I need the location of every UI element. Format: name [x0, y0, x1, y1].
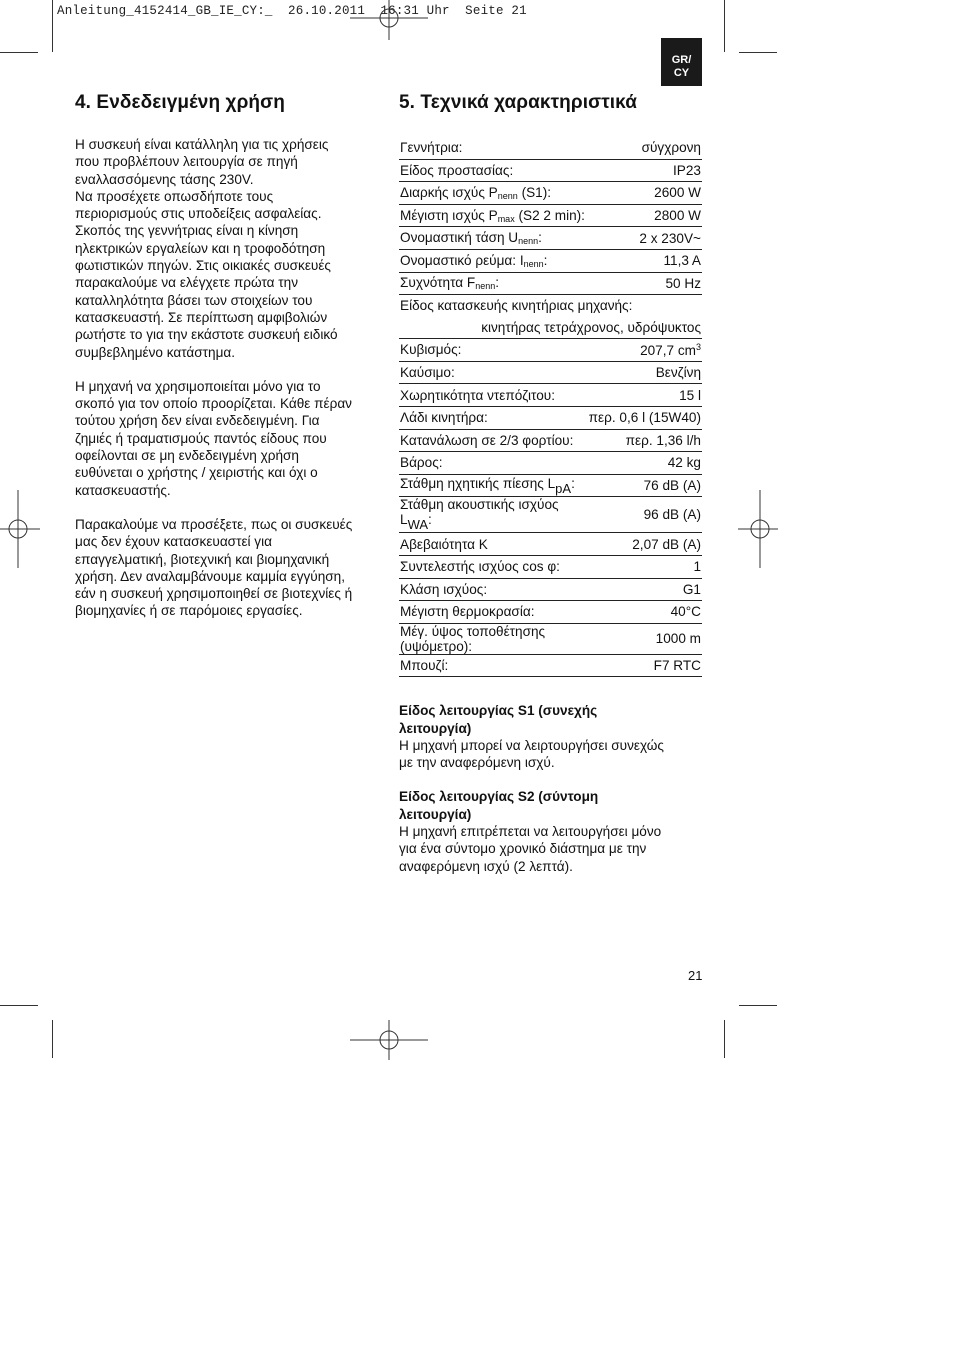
crop-mark: [52, 1020, 53, 1058]
spec-value: 2,07 dB (A): [588, 533, 702, 556]
spec-label-text: Ονομαστικό ρεύμα: I: [400, 252, 524, 268]
crop-mark: [724, 1020, 725, 1058]
spec-row: [399, 555, 702, 578]
spec-subscript: WA: [407, 517, 429, 533]
spec-row: [399, 406, 702, 429]
mode-s1-title: Είδος λειτουργίας S1 (συνεχής λειτουργία): [399, 703, 598, 736]
spec-row: [399, 578, 702, 601]
spec-value: 2 x 230V~: [588, 227, 702, 250]
crop-mark: [0, 52, 38, 53]
spec-label: [399, 182, 588, 205]
registration-mark-left: [0, 490, 40, 568]
spec-label: [399, 249, 588, 272]
spec-row: [399, 601, 702, 624]
language-tab-line1: GR/: [671, 54, 692, 66]
spec-row: [399, 227, 702, 250]
spec-row: [399, 316, 702, 339]
registration-mark-bottom: [350, 1020, 428, 1060]
spec-row: [399, 384, 702, 407]
spec-row: [399, 295, 702, 317]
crop-mark: [52, 0, 53, 52]
spec-label: Χωρητικότητα ντεπόζιτου:: [399, 384, 588, 407]
spec-subscript: pA: [555, 480, 572, 496]
spec-subscript: nenn: [475, 281, 496, 292]
spec-value: περ. 0,6 l (15W40): [588, 406, 702, 429]
spec-label: Μέγιστη θερμοκρασία:: [399, 601, 588, 624]
spec-row: [399, 204, 702, 227]
spec-value: [588, 339, 702, 362]
spec-label: Καύσιμο:: [399, 361, 588, 384]
spec-label-text: (S1):: [517, 184, 552, 200]
spec-label-text: Στάθμη ηχητικής πίεσης L: [400, 475, 556, 491]
spec-label: [399, 497, 588, 533]
spec-subscript: max: [497, 213, 515, 224]
spec-subscript: nenn: [523, 258, 544, 269]
spec-label: Βάρος:: [399, 452, 588, 475]
section-title-intended-use: 4. Ενδεδειγμένη χρήση: [75, 92, 285, 113]
intended-use-section: [75, 92, 380, 620]
crop-mark: [724, 0, 725, 52]
spec-row: [399, 182, 702, 205]
spec-value: 50 Hz: [588, 272, 702, 295]
spec-value: IP23: [588, 159, 702, 182]
spec-row: [399, 533, 702, 556]
spec-value: 76 dB (A): [588, 474, 702, 497]
spec-value: F7 RTC: [588, 654, 702, 677]
intended-use-paragraph-1: Η συσκευή είναι κατάλληλη για τις χρήσεις που προβλέπουν λειτουργία σε πηγή εναλλασσόμενης τάσης 230V. Να προσέχετε οπωσδήποτε τους περιορισμούς στις υποδείξεις ασφαλείας. Σκοπός της γεννήτριας είναι η κίνηση ηλεκτρικών εργαλείων και η τροφοδότηση φωτιστικών πηγών. Στις οικιακές συσκευές παρακαλούμε να ελέγχετε πρώτα την καταλληλότητα βάσει των στοιχείων του κατασκευαστή. Σε περίπτωση αμφιβολιών ρωτήστε το για την εκάστοτε συσκευή ειδικό συμβεβλημένο κατάστημα.: [75, 137, 338, 360]
spec-value: Βενζίνη: [588, 361, 702, 384]
spec-value: 42 kg: [588, 452, 702, 475]
spec-label: Αβεβαιότητα K: [399, 533, 588, 556]
spec-row: [399, 339, 702, 362]
spec-label-text: Διαρκής ισχύς P: [400, 184, 498, 200]
mode-s1-text: Η μηχανή μπορεί να λειρτουργήσει συνεχώς με την αναφερόμενη ισχύ.: [399, 737, 664, 771]
spec-row: [399, 452, 702, 475]
print-header: Anleitung_4152414_GB_IE_CY:_ 26.10.2011 16:31 Uhr Seite 21: [57, 4, 527, 18]
spec-value: 2800 W: [588, 204, 702, 227]
spec-label: Λάδι κινητήρα:: [399, 406, 588, 429]
spec-value: 40°C: [588, 601, 702, 624]
spec-label: Μέγ. ύψος τοποθέτησης (υψόμετρο):: [399, 623, 588, 654]
spec-value: κινητήρας τετράχρονος, υδρόψυκτος: [399, 316, 702, 339]
spec-value: 1: [588, 555, 702, 578]
spec-label: Κυβισμός:: [399, 339, 588, 362]
intended-use-paragraph-3: Παρακαλούμε να προσέξετε, πως οι συσκευές μας δεν έχουν κατασκευαστεί για επαγγελματική, βιοτεχνική και βιομηχανική χρήση. Δεν αναλαμβάνουμε καμμία εγγύηση, εάν η συσκευή χρησιμοποιηθεί σε βιοτεχνίες ή βιομηχανίες ή σε παρόμοιες εργασίες.: [75, 516, 353, 619]
registration-mark-right: [738, 490, 778, 568]
spec-label-text: :: [428, 512, 432, 528]
spec-row: [399, 159, 702, 182]
spec-label-text: Συχνότητα F: [400, 275, 476, 291]
crop-mark: [0, 1005, 38, 1006]
crop-mark: [739, 52, 777, 53]
spec-label: Κατανάλωση σε 2/3 φορτίου:: [399, 429, 588, 452]
spec-subscript: nenn: [518, 236, 539, 247]
spec-label-text: :: [571, 475, 575, 491]
spec-row: [399, 429, 702, 452]
spec-label-text: :: [538, 230, 542, 246]
spec-label-text: Μέγιστη ισχύς P: [400, 207, 498, 223]
spec-row: [399, 474, 702, 497]
spec-row: [399, 249, 702, 272]
spec-label-text: :: [543, 252, 548, 268]
spec-value: περ. 1,36 l/h: [588, 429, 702, 452]
technical-data-section: [399, 92, 702, 875]
spec-value: 11,3 A: [588, 249, 702, 272]
spec-row: [399, 623, 702, 654]
intended-use-paragraph-2: Η μηχανή να χρησιμοποιείται μόνο για το σκοπό για τον οποίο προορίζεται. Κάθε πέραν τούτου χρήση δεν είναι ενδεδειγμένη. Για ζημιές ή τραματισμούς παντός είδους που οφείλονται σε μη ενδεδειγμένη χρήση ευθύνεται ο χρήστης / χειριστής και όχι ο κατασκευαστής.: [75, 378, 352, 498]
spec-table: [399, 137, 702, 677]
spec-label-text: :: [495, 275, 499, 291]
spec-superscript: 3: [695, 341, 701, 352]
spec-label: Είδος προστασίας:: [399, 159, 588, 182]
spec-label-text: Ονομαστική τάση U: [400, 230, 519, 246]
spec-row: [399, 361, 702, 384]
language-tab: [661, 38, 702, 86]
spec-value: 96 dB (A): [588, 497, 702, 533]
language-tab-line2: CY: [673, 67, 690, 79]
spec-label: [399, 227, 588, 250]
section-title-technical-data: 5. Τεχνικά χαρακτηριστικά: [399, 92, 638, 113]
spec-label: Κλάση ισχύος:: [399, 578, 588, 601]
registration-mark-top: [350, 0, 428, 40]
spec-label: [399, 474, 588, 497]
spec-value: G1: [588, 578, 702, 601]
spec-label: Συντελεστής ισχύος cos φ:: [399, 555, 588, 578]
mode-s2-title: Είδος λειτουργίας S2 (σύντομη λειτουργία): [399, 789, 599, 822]
spec-label: Μπουζί:: [399, 654, 588, 677]
spec-row: [399, 272, 702, 295]
spec-subscript: nenn: [497, 190, 518, 201]
spec-row: [399, 137, 702, 159]
spec-row: [399, 497, 702, 533]
spec-label-text: Στάθμη ακουστικής ισχύος L: [400, 497, 559, 528]
spec-label-text: (S2 2 min):: [514, 207, 585, 223]
spec-row: [399, 654, 702, 677]
spec-value: 1000 m: [588, 623, 702, 654]
spec-value: σύγχρονη: [588, 137, 702, 159]
spec-label: Είδος κατασκευής κινητήριας μηχανής:: [400, 298, 633, 314]
crop-mark: [739, 1005, 777, 1006]
spec-value: 2600 W: [588, 182, 702, 205]
spec-label: [399, 272, 588, 295]
spec-value: 15 l: [588, 384, 702, 407]
spec-label: Γεννήτρια:: [399, 137, 588, 159]
spec-label: [399, 204, 588, 227]
page-number: 21: [688, 968, 703, 983]
mode-s2-text: Η μηχανή επιτρέπεται να λειτουργήσει μόνο για ένα σύντομο χρονικό διάστημα με την αναφερόμενη ισχύ (2 λεπτά).: [399, 824, 662, 874]
spec-value-text: 207,7 cm: [640, 342, 696, 358]
